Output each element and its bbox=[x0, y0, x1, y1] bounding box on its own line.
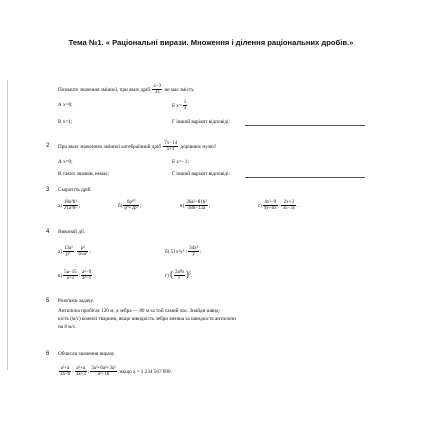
task1-option-b[interactable]: Б x= $\frac{1}{3}$ bbox=[172, 100, 187, 112]
task6-expression: $\frac{\text{a²+a}}{2a-8}$ · $\frac{\text{a²+a}}{3a+3}$ : $\frac{\text{3a²+6a²+3a²}}{\text{a²−16}}$ , якщо a = 1 234 567 890. bbox=[60, 366, 172, 378]
task5-number: 5 bbox=[46, 298, 50, 304]
task5-text-line1: Антилопа пробігає 120 м, а зебра — 80 м за той самий час. Знайди швид- bbox=[58, 308, 221, 314]
task3-a: а) $\frac{\text{18a²b³}}{\text{21a³b²}}$ ; bbox=[58, 200, 81, 212]
task2-option-v[interactable]: В таких значень немає; bbox=[58, 171, 110, 177]
task2-option-g[interactable]: Г інший варіант відповіді: bbox=[172, 171, 231, 177]
task5-question: Розв'яжи задачу. bbox=[58, 298, 94, 304]
task1-fraction: $\frac{x-3}{3x}$ bbox=[153, 84, 162, 96]
task2-fraction: $\frac{7x-14}{x+1}$ bbox=[164, 141, 178, 153]
task3-question: Скоротіть дріб. bbox=[58, 187, 92, 193]
task1-option-g[interactable]: Г інший варіант відповіді: bbox=[172, 119, 231, 125]
task2-answer-line[interactable] bbox=[245, 177, 365, 178]
task4-v: в) $\frac{5a-15}{a+1}$ : $\frac{\text{a²−9}}{\text{a²−1}}$ ; bbox=[58, 270, 95, 282]
task2-option-a[interactable]: А x=0; bbox=[58, 159, 73, 165]
task4-b: б) 51x²y⁶ : $\frac{\text{34x³}}{y}$ ; bbox=[165, 246, 202, 258]
task1-question: Позначте значення змінної, при яких дріб $\frac{x-3}{3x}$ не має змісту. bbox=[58, 84, 195, 96]
task6-question: Обчисли значення виразу. bbox=[58, 351, 116, 357]
task1-answer-line[interactable] bbox=[245, 125, 365, 126]
page-title: Тема №1. « Раціональні вирази. Множення і ділення раціональних дробів.» bbox=[68, 38, 354, 47]
task5-text-line2: кість (м/с) кожної тварини, якщо швидкість зебри менша за швидкість антилопи bbox=[58, 316, 236, 322]
task1-option-a[interactable]: А x=0; bbox=[58, 102, 73, 108]
task6-number: 6 bbox=[46, 351, 50, 357]
task4-question: Виконай дії. bbox=[58, 229, 86, 235]
task4-number: 4 bbox=[46, 229, 50, 235]
task2-number: 2 bbox=[46, 143, 50, 149]
task4-g: г) ( $\frac{\text{2a³b}}{c}$ )$^5$. bbox=[165, 269, 193, 282]
task3-number: 3 bbox=[46, 187, 50, 193]
task2-option-b[interactable]: Б x=−1; bbox=[172, 159, 189, 165]
task3-b: б) $\frac{\text{6p¹⁰}}{\text{p⁴+2p³}}$ ; bbox=[118, 200, 142, 212]
task3-v: в) $\frac{\text{36a²−81b²}}{18b-12a}$ ; bbox=[180, 200, 211, 212]
task4-a: а) $\frac{\text{13a²}}{\text{p⁵}}$ · $\frac{\text{p³}}{\text{65a³}}$ ; bbox=[58, 246, 91, 258]
task1-option-v[interactable]: В x=1; bbox=[58, 119, 73, 125]
margin-bar bbox=[7, 80, 8, 370]
task2-question: При яких значеннях змінної алгебраїчний дріб $\frac{7x-14}{x+1}$ дорівнює нулю? bbox=[58, 141, 217, 153]
task5-text-line3: на 8 м/с. bbox=[58, 324, 77, 330]
task3-g: г) $\frac{\text{4x²−9}}{9y-6x}$ · $\frac{2x+3}{3x-3y}$ . bbox=[258, 200, 299, 212]
